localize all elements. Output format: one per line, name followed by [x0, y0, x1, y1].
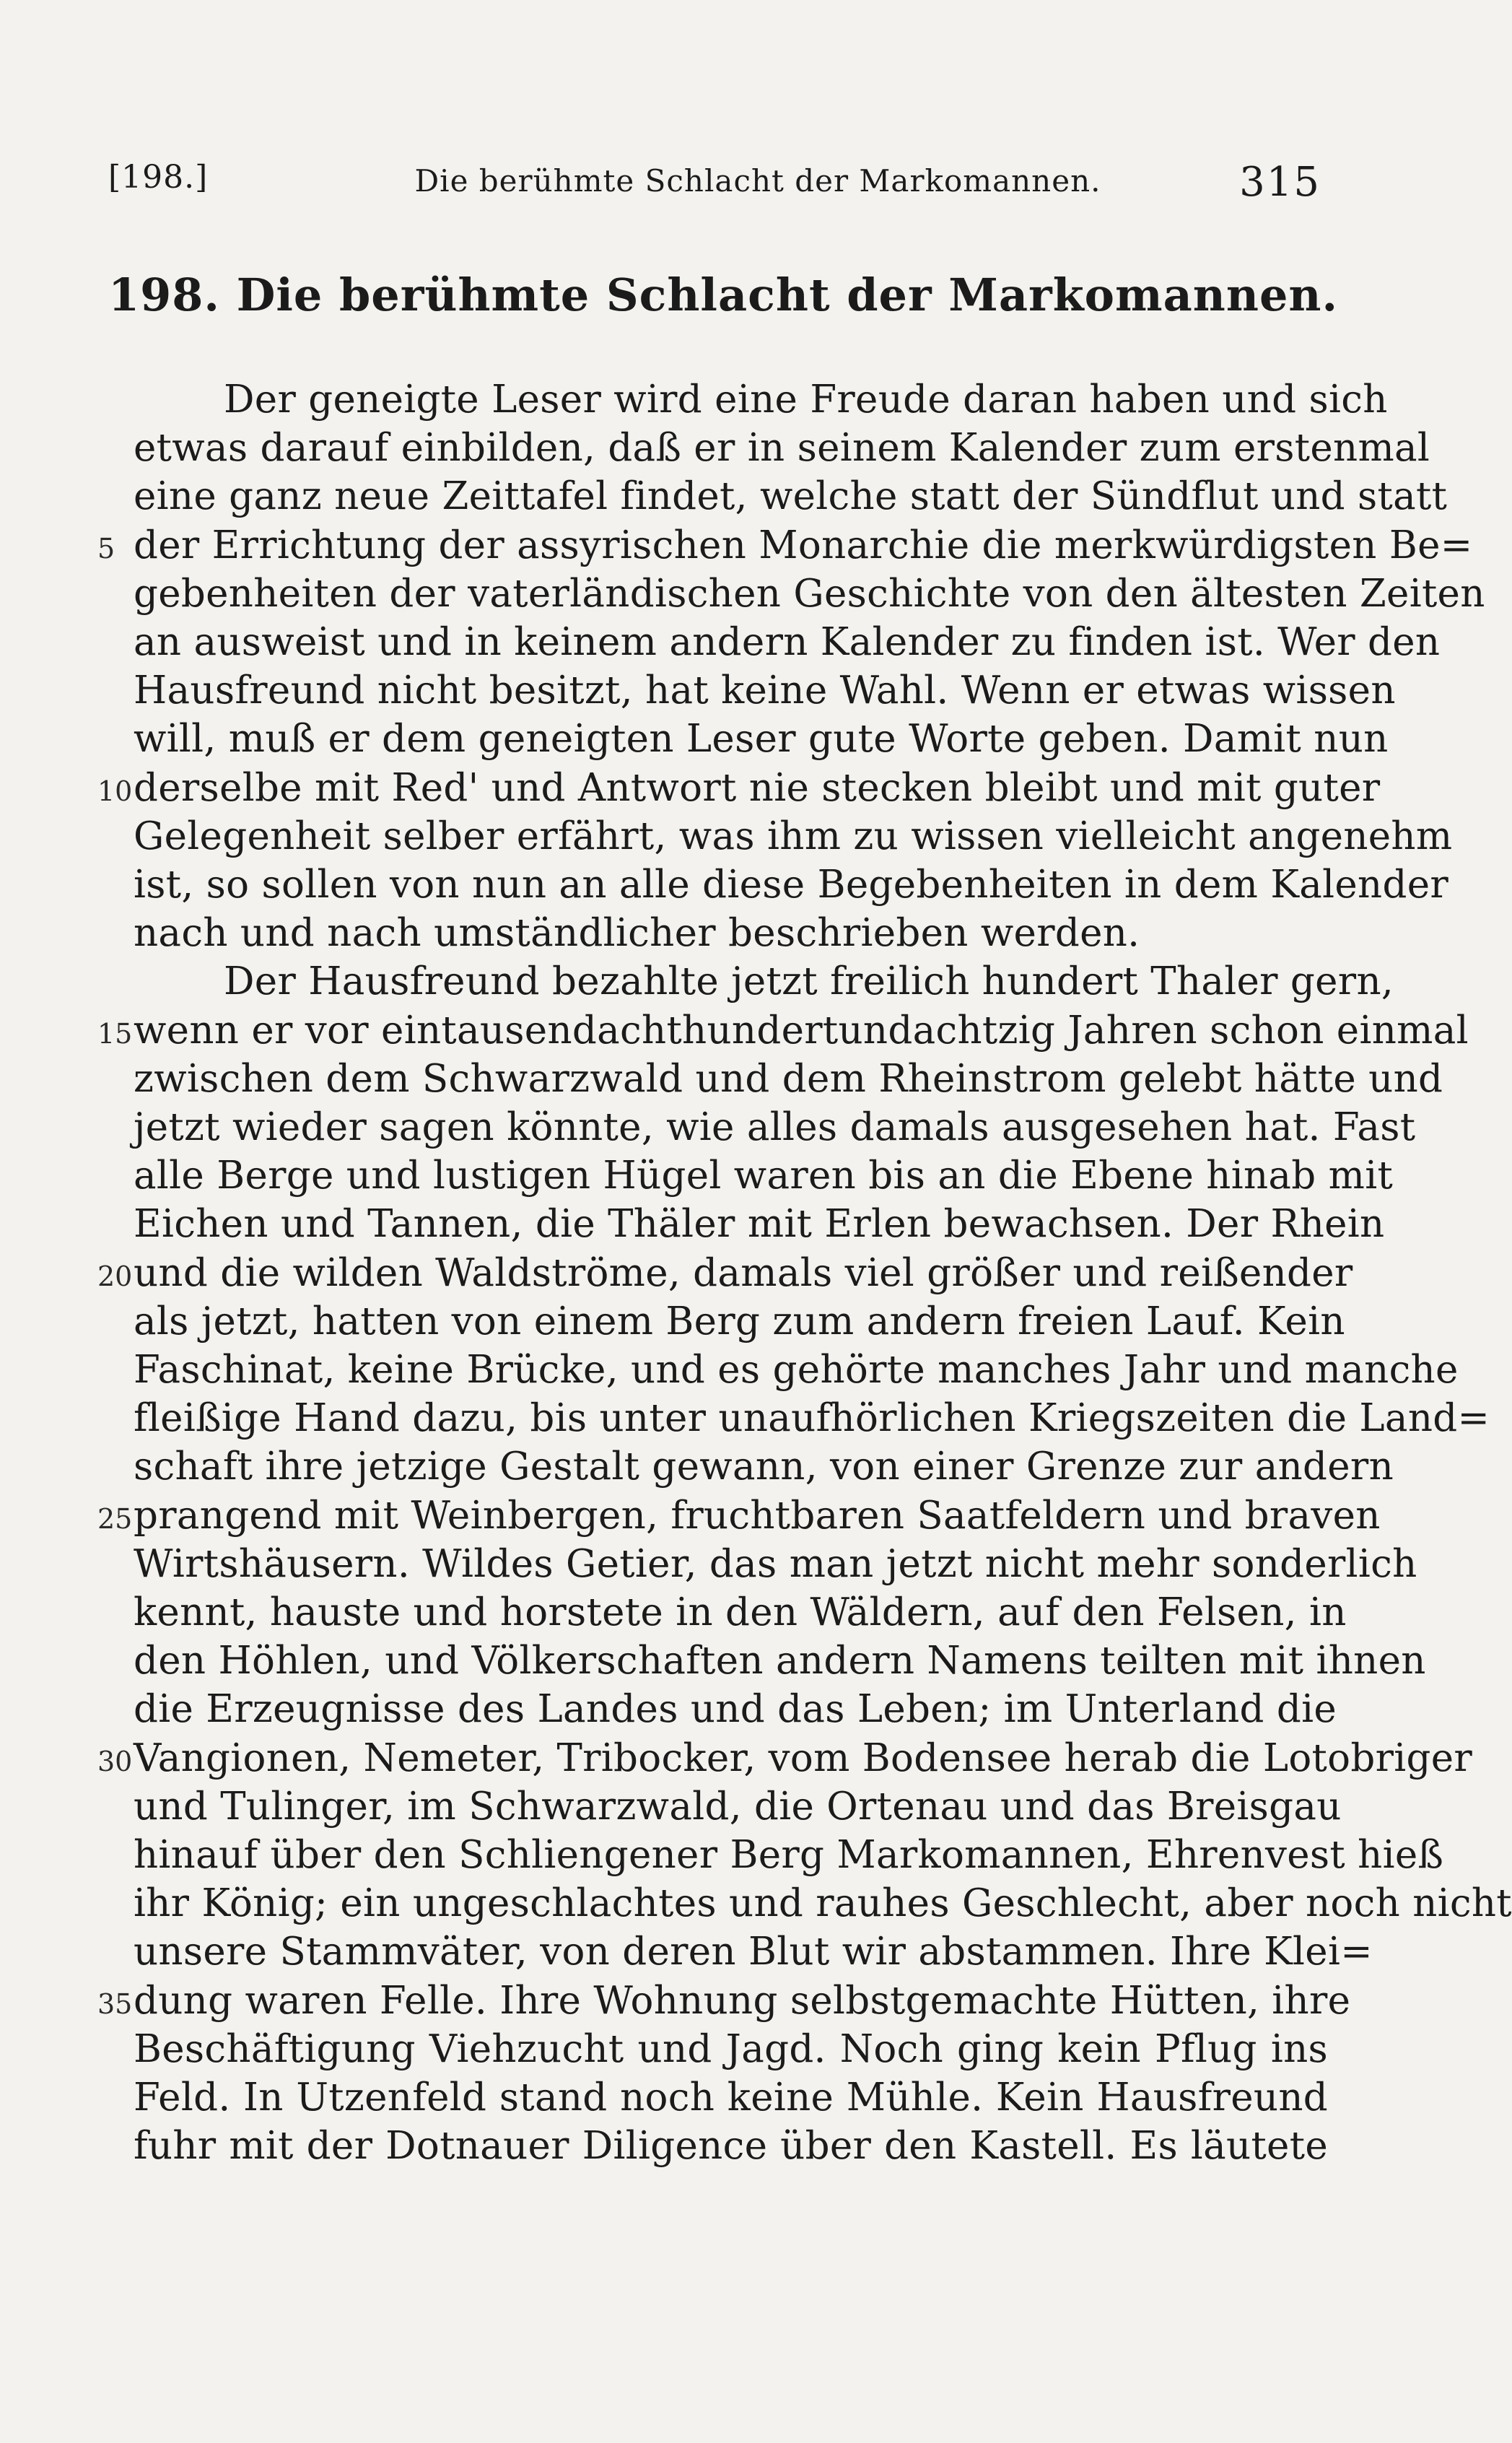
line-text: wenn er vor eintausendachthundertundachtzig Jahren schon einmal: [134, 1009, 1469, 1053]
text-line: [101, 1346, 1459, 1394]
text-line: [97, 1249, 1353, 1297]
page-number: 315: [1239, 159, 1321, 206]
text-line: [101, 1394, 1490, 1442]
line-number: 15: [97, 1018, 133, 1050]
line-text: gebenheiten der vaterländischen Geschichte von den ältesten Zeiten: [134, 572, 1485, 616]
line-text: kennt, hauste und horstete in den Wäldern, auf den Felsen, in: [134, 1590, 1347, 1634]
text-line: [101, 1442, 1394, 1491]
text-line: [101, 472, 1448, 521]
line-number: 5: [97, 533, 115, 565]
line-text: unsere Stammväter, von deren Blut wir abstammen. Ihre Klei=: [134, 1930, 1373, 1974]
line-text: nach und nach umständlicher beschrieben werden.: [134, 911, 1140, 955]
line-text: etwas darauf einbilden, daß er in seinem Kalender zum erstenmal: [134, 426, 1430, 470]
line-text: jetzt wieder sagen könnte, wie alles damals ausgesehen hat. Fast: [134, 1105, 1416, 1149]
line-text: Hausfreund nicht besitzt, hat keine Wahl. Wenn er etwas wissen: [134, 669, 1396, 713]
text-line: [97, 764, 1381, 812]
line-text: Der geneigte Leser wird eine Freude daran haben und sich: [224, 378, 1388, 422]
running-title: Die berühmte Schlacht der Markomannen.: [414, 163, 1101, 199]
text-line: [101, 2122, 1328, 2170]
line-text: hinauf über den Schliengener Berg Markomannen, Ehrenvest hieß: [134, 1833, 1444, 1877]
text-line: [101, 861, 1449, 909]
text-line: [101, 1297, 1345, 1346]
line-number: 20: [97, 1260, 133, 1292]
line-number: 25: [97, 1503, 133, 1535]
line-text: an ausweist und in keinem andern Kalender zu finden ist. Wer den: [134, 620, 1441, 664]
line-text: als jetzt, hatten von einem Berg zum andern freien Lauf. Kein: [134, 1299, 1345, 1344]
line-text: der Errichtung der assyrischen Monarchie die merkwürdigsten Be=: [134, 523, 1473, 567]
text-line: [101, 1637, 1426, 1685]
line-text: zwischen dem Schwarzwald und dem Rheinstrom gelebt hätte und: [134, 1057, 1443, 1101]
text-line: [101, 1782, 1342, 1831]
text-line: [101, 570, 1485, 618]
text-line: [101, 1831, 1444, 1879]
text-line: [101, 1879, 1512, 1928]
text-line: [101, 812, 1453, 861]
line-text: Gelegenheit selber erfährt, was ihm zu wissen vielleicht angenehm: [134, 814, 1453, 858]
line-number: 35: [97, 1988, 133, 2020]
line-text: schaft ihre jetzige Gestalt gewann, von einer Grenze zur andern: [134, 1445, 1394, 1489]
text-line: [97, 1734, 1472, 1782]
line-text: Feld. In Utzenfeld stand noch keine Mühle. Kein Hausfreund: [134, 2076, 1328, 2120]
line-number: 10: [97, 775, 133, 807]
text-line: [101, 1588, 1347, 1637]
running-head: [108, 159, 1321, 209]
line-text: fuhr mit der Dotnauer Diligence über den Kastell. Es läutete: [134, 2124, 1328, 2168]
line-text: und Tulinger, im Schwarzwald, die Ortenau und das Breisgau: [134, 1785, 1342, 1829]
line-text: Wirtshäusern. Wildes Getier, das man jetzt nicht mehr sonderlich: [134, 1542, 1417, 1586]
text-line: [97, 521, 1473, 570]
text-line: [101, 1151, 1394, 1200]
line-text: prangend mit Weinbergen, fruchtbaren Saatfeldern und braven: [134, 1494, 1381, 1538]
chapter-heading: 198. Die berühmte Schlacht der Markomannen.: [108, 269, 1339, 321]
line-text: ist, so sollen von nun an alle diese Begebenheiten in dem Kalender: [134, 863, 1449, 907]
text-line: [101, 1055, 1443, 1103]
text-line: [101, 1540, 1417, 1588]
text-line: [101, 909, 1328, 957]
text-line: [101, 957, 1394, 1006]
line-text: derselbe mit Red' und Antwort nie stecken bleibt und mit guter: [134, 766, 1381, 810]
text-line: [101, 715, 1389, 763]
text-line: [101, 666, 1396, 715]
line-number: 30: [97, 1746, 133, 1777]
line-text: dung waren Felle. Ihre Wohnung selbstgemachte Hütten, ihre: [134, 1979, 1351, 2023]
text-line: [97, 1006, 1469, 1055]
line-text: ihr König; ein ungeschlachtes und rauhes Geschlecht, aber noch nicht: [134, 1881, 1512, 1925]
text-line: [97, 1977, 1351, 2025]
text-line: [101, 424, 1430, 472]
line-text: fleißige Hand dazu, bis unter unaufhörlichen Kriegszeiten die Land=: [134, 1396, 1490, 1440]
line-text: Der Hausfreund bezahlte jetzt freilich hundert Thaler gern,: [224, 959, 1394, 1003]
text-line: [101, 1103, 1416, 1151]
line-text: alle Berge und lustigen Hügel waren bis an die Ebene hinab mit: [134, 1154, 1394, 1198]
text-line: [101, 1685, 1337, 1733]
line-text: den Höhlen, und Völkerschaften andern Namens teilten mit ihnen: [134, 1639, 1426, 1683]
text-line: [101, 1928, 1373, 1976]
text-line: [101, 2073, 1328, 2122]
text-line: [97, 1492, 1381, 1540]
line-text: und die wilden Waldströme, damals viel größer und reißender: [134, 1251, 1353, 1295]
line-text: Faschinat, keine Brücke, und es gehörte manches Jahr und manche: [134, 1348, 1459, 1392]
text-line: [101, 1200, 1385, 1248]
text-line: [101, 375, 1388, 424]
text-line: [101, 618, 1441, 666]
line-text: will, muß er dem geneigten Leser gute Worte geben. Damit nun: [134, 717, 1389, 761]
text-line: [101, 2025, 1328, 2073]
section-reference: [198.]: [108, 159, 209, 196]
line-text: die Erzeugnisse des Landes und das Leben; im Unterland die: [134, 1687, 1337, 1731]
line-text: Vangionen, Nemeter, Tribocker, vom Bodensee herab die Lotobriger: [134, 1736, 1472, 1780]
line-text: Beschäftigung Viehzucht und Jagd. Noch ging kein Pflug ins: [134, 2027, 1328, 2071]
line-text: eine ganz neue Zeittafel findet, welche statt der Sündflut und statt: [134, 474, 1448, 518]
line-text: Eichen und Tannen, die Thäler mit Erlen bewachsen. Der Rhein: [134, 1202, 1385, 1246]
